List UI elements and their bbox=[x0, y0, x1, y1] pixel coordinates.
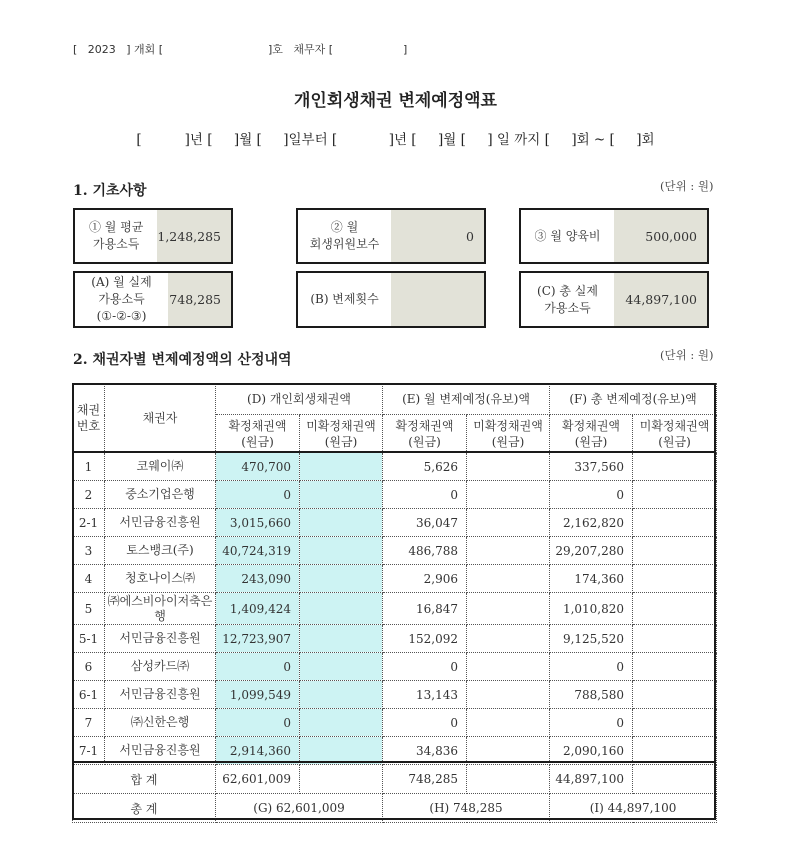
e-unconfirmed bbox=[467, 653, 550, 681]
body-bottom-rule bbox=[72, 761, 716, 763]
header-f-unconfirmed: 미확정채권액 (원금) bbox=[633, 415, 717, 453]
d-confirmed: 0 bbox=[216, 481, 300, 509]
repayment-period-line: [ ]년 [ ]월 [ ]일부터 [ ]년 [ ]월 [ ] 일 까지 [ ]회 ~ [ ]회 bbox=[136, 132, 655, 148]
table-row bbox=[73, 453, 717, 481]
section2-unit: (단위 : 원) bbox=[660, 348, 714, 362]
subtotal-f-confirmed: 44,897,100 bbox=[550, 765, 633, 794]
claim-no: 6-1 bbox=[73, 681, 105, 709]
f-unconfirmed bbox=[633, 537, 717, 565]
claim-no: 7 bbox=[73, 709, 105, 737]
box-label: (B) 변제횟수 bbox=[310, 292, 379, 306]
e-confirmed: 0 bbox=[383, 481, 467, 509]
claim-no: 2-1 bbox=[73, 509, 105, 537]
f-confirmed: 0 bbox=[550, 709, 633, 737]
basic-box-child-support bbox=[519, 208, 709, 264]
creditor-name: 토스뱅크(주) bbox=[105, 537, 216, 565]
subtotal-e-unconfirmed bbox=[467, 765, 550, 794]
creditor-name: 서민금융진흥원 bbox=[105, 625, 216, 653]
subtotal-label: 합 계 bbox=[73, 765, 216, 794]
e-unconfirmed bbox=[467, 593, 550, 625]
creditor-name: 서민금융진흥원 bbox=[105, 681, 216, 709]
f-unconfirmed bbox=[633, 565, 717, 593]
e-confirmed: 34,836 bbox=[383, 737, 467, 765]
e-unconfirmed bbox=[467, 453, 550, 481]
d-confirmed: 0 bbox=[216, 709, 300, 737]
f-confirmed: 174,360 bbox=[550, 565, 633, 593]
d-confirmed: 3,015,660 bbox=[216, 509, 300, 537]
e-confirmed: 0 bbox=[383, 653, 467, 681]
section1-unit: (단위 : 원) bbox=[660, 179, 714, 193]
e-confirmed: 152,092 bbox=[383, 625, 467, 653]
d-unconfirmed bbox=[300, 481, 383, 509]
table-row bbox=[73, 565, 717, 593]
basic-box-actual-monthly-income bbox=[73, 271, 233, 328]
claim-no: 6 bbox=[73, 653, 105, 681]
box-label: (A) 월 실제 가용소득 (①-②-③) bbox=[91, 275, 152, 323]
d-unconfirmed bbox=[300, 653, 383, 681]
basic-box-trustee-fee bbox=[296, 208, 486, 264]
d-unconfirmed bbox=[300, 709, 383, 737]
e-confirmed: 5,626 bbox=[383, 453, 467, 481]
table-row bbox=[73, 653, 717, 681]
e-confirmed: 36,047 bbox=[383, 509, 467, 537]
f-unconfirmed bbox=[633, 625, 717, 653]
creditor-name: ㈜신한은행 bbox=[105, 709, 216, 737]
box-label: ① 월 평균 가용소득 bbox=[88, 220, 144, 251]
f-confirmed: 29,207,280 bbox=[550, 537, 633, 565]
e-unconfirmed bbox=[467, 625, 550, 653]
header-d-unconfirmed: 미확정채권액 (원금) bbox=[300, 415, 383, 453]
creditor-name: 중소기업은행 bbox=[105, 481, 216, 509]
header-claim-no: 채권 번호 bbox=[73, 384, 105, 453]
claim-no: 7-1 bbox=[73, 737, 105, 765]
box-label: ③ 월 양육비 bbox=[534, 228, 601, 243]
box-value bbox=[391, 273, 484, 326]
claim-no: 4 bbox=[73, 565, 105, 593]
e-unconfirmed bbox=[467, 537, 550, 565]
basic-box-repayment-count bbox=[296, 271, 486, 328]
total-row bbox=[73, 794, 717, 823]
table-row bbox=[73, 537, 717, 565]
d-confirmed: 12,723,907 bbox=[216, 625, 300, 653]
subtotal-d-unconfirmed bbox=[300, 765, 383, 794]
d-unconfirmed bbox=[300, 681, 383, 709]
f-confirmed: 2,090,160 bbox=[550, 737, 633, 765]
e-confirmed: 2,906 bbox=[383, 565, 467, 593]
header-creditor: 채권자 bbox=[105, 384, 216, 453]
creditor-name: 코웨이㈜ bbox=[105, 453, 216, 481]
section1-title: 1. 기초사항 bbox=[73, 183, 147, 199]
table-row bbox=[73, 681, 717, 709]
header-group-e: (E) 월 변제예정(유보)액 bbox=[383, 384, 550, 415]
basic-box-total-actual-income bbox=[519, 271, 709, 328]
claim-no: 2 bbox=[73, 481, 105, 509]
d-confirmed: 0 bbox=[216, 653, 300, 681]
creditor-name: 서민금융진흥원 bbox=[105, 509, 216, 537]
creditor-name: 삼성카드㈜ bbox=[105, 653, 216, 681]
d-confirmed: 1,099,549 bbox=[216, 681, 300, 709]
f-confirmed: 0 bbox=[550, 481, 633, 509]
box-value: 748,285 bbox=[168, 273, 231, 326]
f-confirmed: 337,560 bbox=[550, 453, 633, 481]
claim-no: 1 bbox=[73, 453, 105, 481]
f-confirmed: 1,010,820 bbox=[550, 593, 633, 625]
f-confirmed: 788,580 bbox=[550, 681, 633, 709]
e-unconfirmed bbox=[467, 509, 550, 537]
e-unconfirmed bbox=[467, 681, 550, 709]
box-label: (C) 총 실제 가용소득 bbox=[537, 283, 598, 315]
e-confirmed: 486,788 bbox=[383, 537, 467, 565]
f-unconfirmed bbox=[633, 453, 717, 481]
table-row bbox=[73, 593, 717, 625]
f-unconfirmed bbox=[633, 681, 717, 709]
d-unconfirmed bbox=[300, 537, 383, 565]
e-unconfirmed bbox=[467, 481, 550, 509]
d-confirmed: 40,724,319 bbox=[216, 537, 300, 565]
subtotal-e-confirmed: 748,285 bbox=[383, 765, 467, 794]
table-row bbox=[73, 481, 717, 509]
f-unconfirmed bbox=[633, 593, 717, 625]
subtotal-d-confirmed: 62,601,009 bbox=[216, 765, 300, 794]
claim-no: 3 bbox=[73, 537, 105, 565]
box-value: 44,897,100 bbox=[614, 273, 707, 326]
f-confirmed: 0 bbox=[550, 653, 633, 681]
table-row bbox=[73, 625, 717, 653]
f-confirmed: 2,162,820 bbox=[550, 509, 633, 537]
table-row bbox=[73, 709, 717, 737]
e-confirmed: 16,847 bbox=[383, 593, 467, 625]
subtotal-f-unconfirmed bbox=[633, 765, 717, 794]
header-f-confirmed: 확정채권액 (원금) bbox=[550, 415, 633, 453]
box-value: 0 bbox=[391, 210, 484, 262]
box-label: ② 월 회생위원보수 bbox=[309, 220, 380, 251]
basic-box-monthly-avg-income bbox=[73, 208, 233, 264]
d-confirmed: 243,090 bbox=[216, 565, 300, 593]
box-value: 1,248,285 bbox=[157, 210, 231, 262]
box-value: 500,000 bbox=[614, 210, 707, 262]
d-confirmed: 470,700 bbox=[216, 453, 300, 481]
d-unconfirmed bbox=[300, 625, 383, 653]
f-unconfirmed bbox=[633, 709, 717, 737]
total-g: (G) 62,601,009 bbox=[216, 794, 383, 823]
table-row bbox=[73, 509, 717, 537]
total-h: (H) 748,285 bbox=[383, 794, 550, 823]
header-e-confirmed: 확정채권액 (원금) bbox=[383, 415, 467, 453]
claim-no: 5 bbox=[73, 593, 105, 625]
f-unconfirmed bbox=[633, 653, 717, 681]
creditor-name: 청호나이스㈜ bbox=[105, 565, 216, 593]
section2-title: 2. 채권자별 변제예정액의 산정내역 bbox=[73, 352, 292, 368]
d-unconfirmed bbox=[300, 453, 383, 481]
page-title: 개인회생채권 변제예정액표 bbox=[294, 91, 497, 111]
e-unconfirmed bbox=[467, 565, 550, 593]
header-e-unconfirmed: 미확정채권액 (원금) bbox=[467, 415, 550, 453]
f-confirmed: 9,125,520 bbox=[550, 625, 633, 653]
total-label: 총 계 bbox=[73, 794, 216, 823]
f-unconfirmed bbox=[633, 509, 717, 537]
f-unconfirmed bbox=[633, 481, 717, 509]
total-i: (I) 44,897,100 bbox=[550, 794, 717, 823]
subtotal-row bbox=[73, 765, 717, 794]
e-confirmed: 13,143 bbox=[383, 681, 467, 709]
creditor-name: ㈜에스비아이저축은행 bbox=[105, 593, 216, 625]
repayment-table bbox=[72, 383, 717, 823]
claim-no: 5-1 bbox=[73, 625, 105, 653]
header-d-confirmed: 확정채권액 (원금) bbox=[216, 415, 300, 453]
header-group-f: (F) 총 변제예정(유보)액 bbox=[550, 384, 717, 415]
e-confirmed: 0 bbox=[383, 709, 467, 737]
header-bottom-rule bbox=[72, 451, 716, 453]
d-unconfirmed bbox=[300, 509, 383, 537]
header-group-d: (D) 개인회생채권액 bbox=[216, 384, 383, 415]
d-unconfirmed bbox=[300, 593, 383, 625]
d-confirmed: 2,914,360 bbox=[216, 737, 300, 765]
d-confirmed: 1,409,424 bbox=[216, 593, 300, 625]
creditor-name: 서민금융진흥원 bbox=[105, 737, 216, 765]
case-number-line: [ 2023 ] 개회 [ ]호 채무자 [ ] bbox=[73, 43, 408, 56]
e-unconfirmed bbox=[467, 709, 550, 737]
d-unconfirmed bbox=[300, 565, 383, 593]
